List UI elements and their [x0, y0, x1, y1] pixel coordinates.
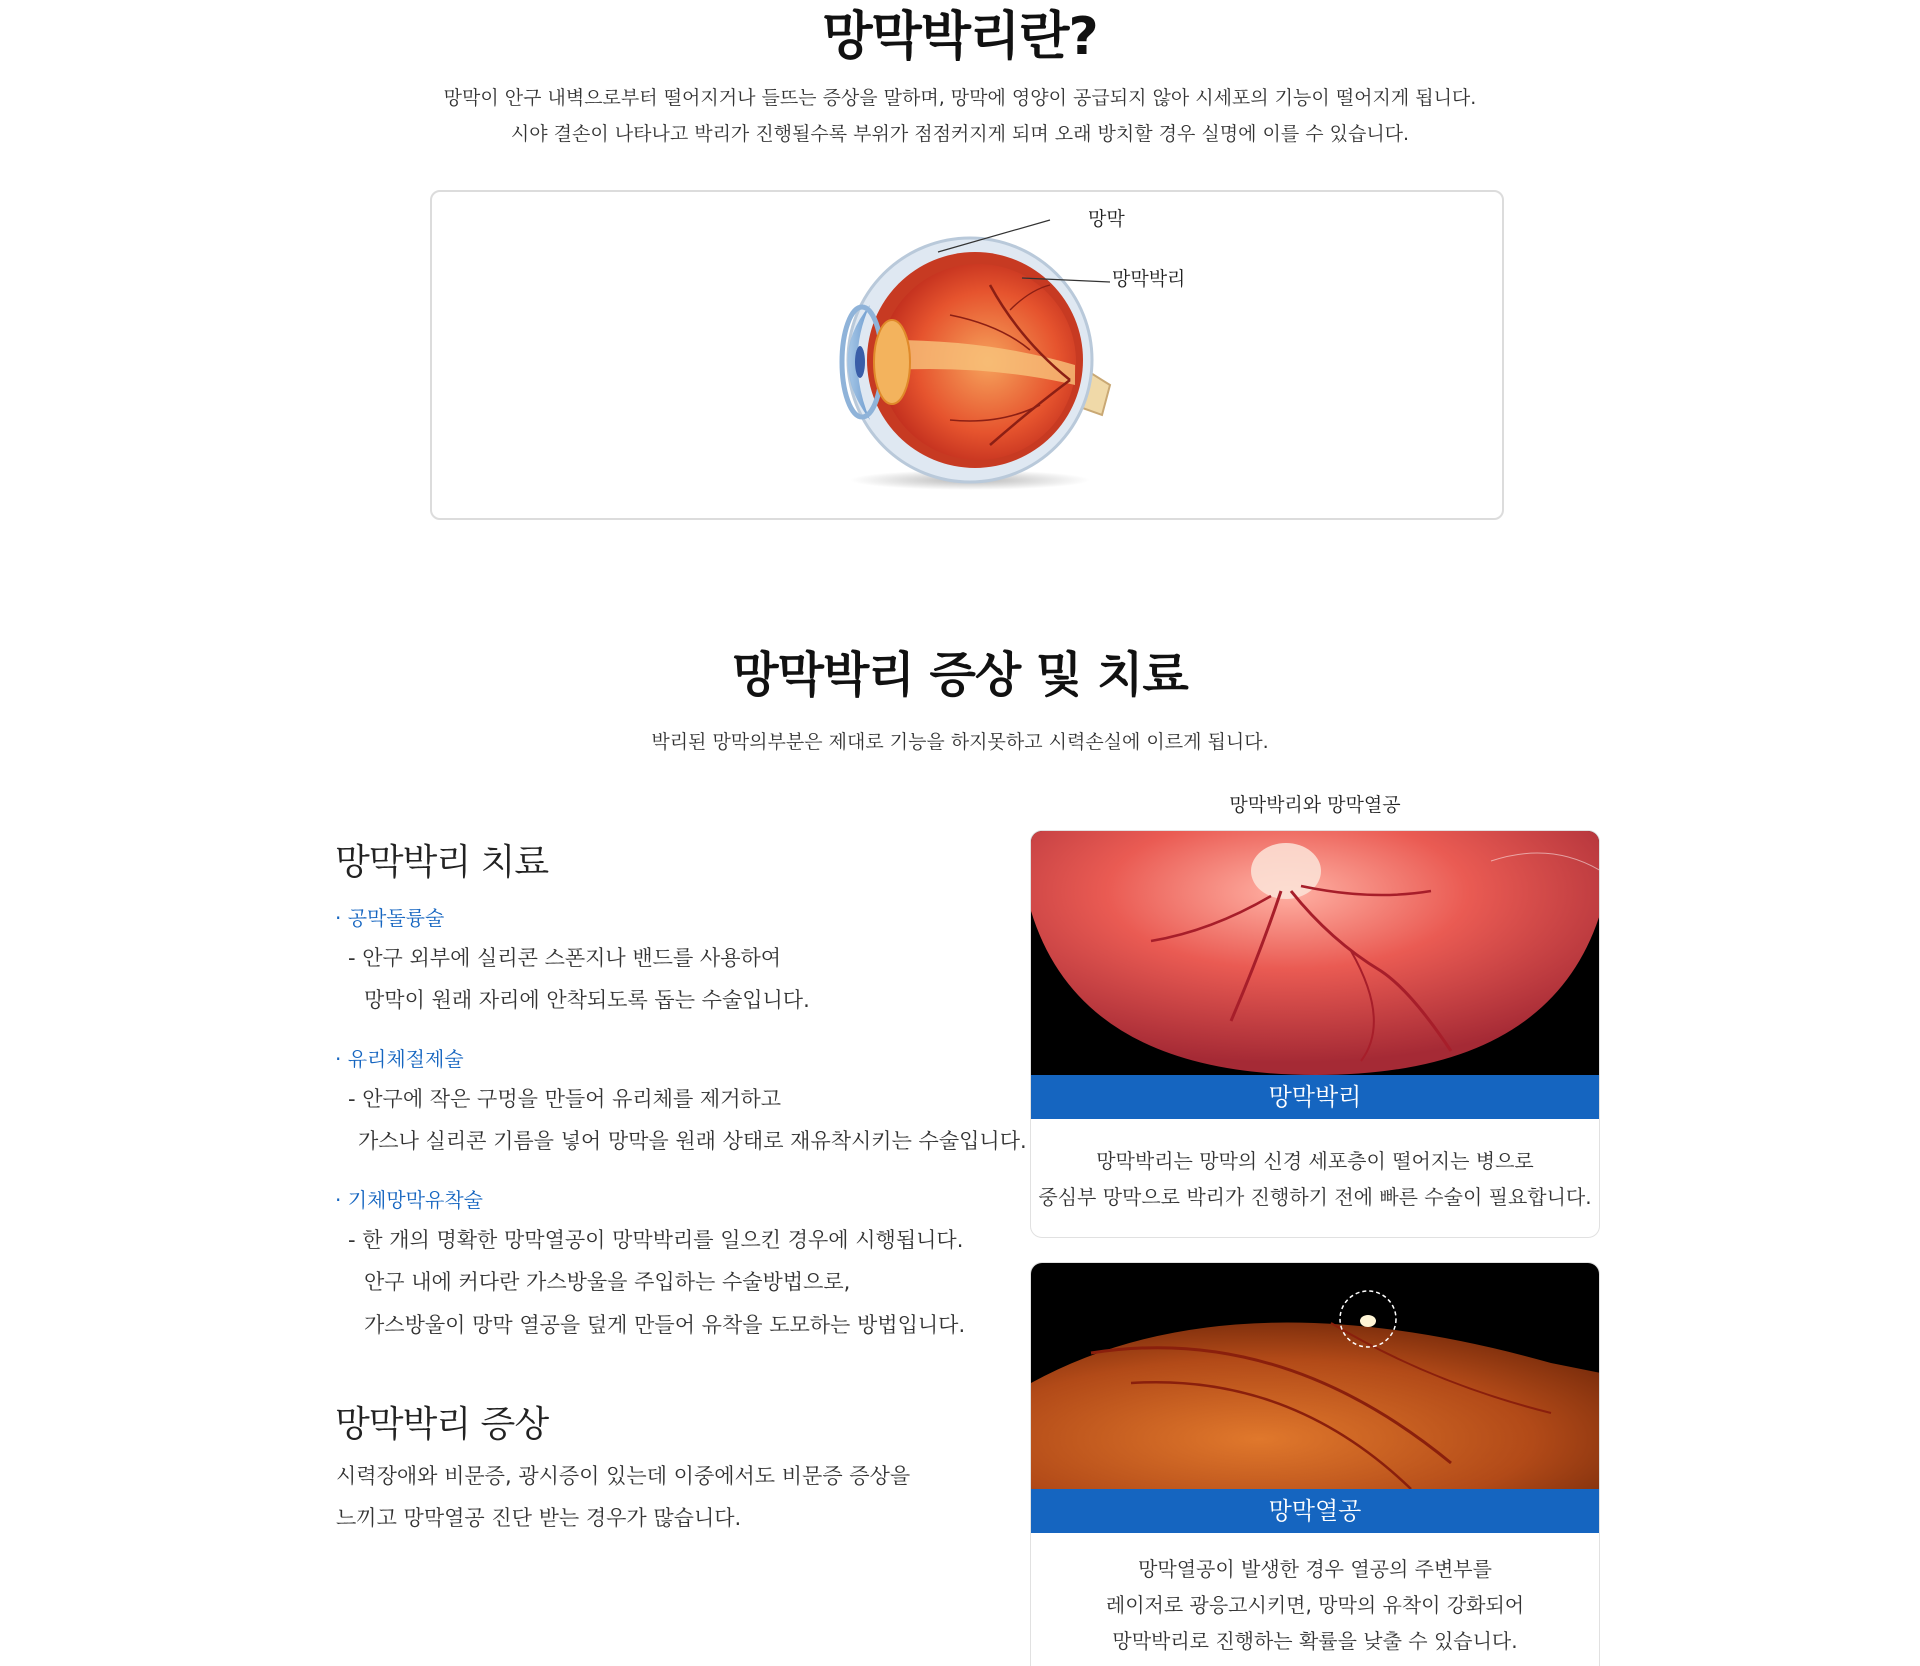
method-title-scleral-buckle: · 공막돌륭술: [335, 906, 445, 930]
detachment-label-bar: 망막박리: [1031, 1075, 1599, 1119]
section-title: 망막박리 증상 및 치료: [732, 647, 1188, 703]
detachment-desc-line-1: 망막박리는 망막의 신경 세포층이 떨어지는 병으로: [1096, 1149, 1534, 1173]
eye-anatomy-illustration: [430, 190, 1504, 520]
intro-line-2: 시야 결손이 나타나고 박리가 진행될수록 부위가 점점커지게 되며 오래 방치할 경우 실명에 이를 수 있습니다.: [510, 123, 1410, 145]
method-line: - 안구 외부에 실리콘 스폰지나 밴드를 사용하여: [348, 946, 782, 970]
tear-desc-line-3: 망막박리로 진행하는 확률을 낮출 수 있습니다.: [1112, 1629, 1518, 1653]
method-title-pneumatic-retinopexy: · 기체망막유착술: [335, 1188, 483, 1212]
intro-line-1: 망막이 안구 내벽으로부터 떨어지거나 들뜨는 증상을 말하며, 망막에 영양이 공급되지 않아 시세포의 기능이 떨어지게 됩니다.: [443, 87, 1477, 109]
symptoms-heading: 망막박리 증상: [335, 1404, 549, 1445]
method-line: 가스방울이 망막 열공을 덮게 만들어 유착을 도모하는 방법입니다.: [364, 1313, 966, 1337]
retinal-tear-photo: [1031, 1263, 1599, 1489]
retinal-detachment-photo: [1031, 831, 1599, 1075]
symptoms-line-1: 시력장애와 비문증, 광시증이 있는데 이중에서도 비문증 증상을: [336, 1464, 911, 1488]
method-line: 가스나 실리콘 기름을 넣어 망막을 원래 상태로 재유착시키는 수술입니다.: [358, 1129, 1027, 1153]
tear-label-bar: 망막열공: [1031, 1489, 1599, 1533]
treatment-heading: 망막박리 치료: [335, 842, 549, 883]
label-retina: 망막: [1088, 208, 1125, 230]
tear-desc-line-2: 레이저로 광응고시키면, 망막의 유착이 강화되어: [1105, 1593, 1525, 1617]
section-subtitle: 박리된 망막의부분은 제대로 기능을 하지못하고 시력손실에 이르게 됩니다.: [651, 731, 1269, 753]
label-retinal-detachment: 망막박리: [1112, 268, 1186, 290]
card-retinal-detachment: [1030, 830, 1600, 1238]
method-line: 망막이 원래 자리에 안착되도록 돕는 수술입니다.: [364, 988, 810, 1012]
eye-diagram-box: [430, 190, 1504, 520]
symptoms-line-2: 느끼고 망막열공 진단 받는 경우가 많습니다.: [336, 1506, 742, 1530]
card-retinal-tear: [1030, 1262, 1600, 1666]
method-title-vitrectomy: · 유리체절제술: [335, 1047, 464, 1071]
cards-caption: 망막박리와 망막열공: [1229, 794, 1401, 816]
method-line: - 한 개의 명확한 망막열공이 망막박리를 일으킨 경우에 시행됩니다.: [348, 1228, 964, 1252]
method-line: - 안구에 작은 구멍을 만들어 유리체를 제거하고: [348, 1087, 782, 1111]
method-line: 안구 내에 커다란 가스방울을 주입하는 수술방법으로,: [364, 1270, 851, 1294]
detachment-desc-line-2: 중심부 망막으로 박리가 진행하기 전에 빠른 수술이 필요합니다.: [1038, 1185, 1592, 1209]
tear-desc-line-1: 망막열공이 발생한 경우 열공의 주변부를: [1138, 1557, 1492, 1581]
page-title: 망막박리란?: [822, 7, 1098, 67]
